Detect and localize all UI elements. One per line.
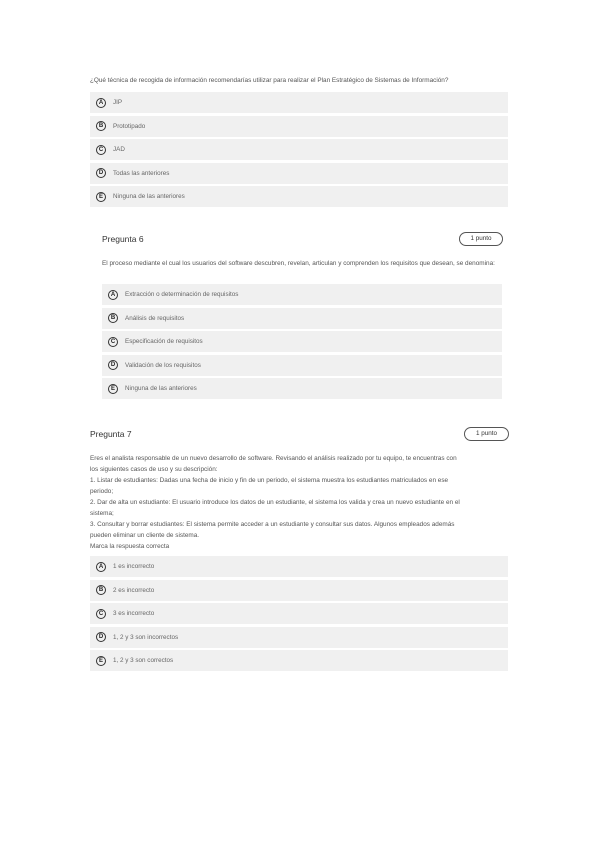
option-text: 1, 2 y 3 son incorrectos [113, 633, 179, 641]
question-7-option-b[interactable] [90, 580, 508, 601]
option-letter: C [96, 609, 106, 619]
option-letter: D [108, 360, 118, 370]
question-6-stem [102, 258, 500, 269]
question-5-option-e[interactable] [90, 186, 508, 207]
question-7-points-badge: 1 punto [464, 427, 509, 441]
question-7-option-c[interactable] [90, 603, 508, 624]
question-7-stem-line: Marca la respuesta correcta [90, 543, 170, 550]
question-7-stem-line: Eres el analista responsable de un nuevo desarrollo de software. Revisando el análisis realizado por tu equipo, te encuentras con [90, 455, 457, 462]
question-6-option-a[interactable] [102, 284, 502, 305]
option-text: JIP [113, 99, 123, 106]
option-letter: A [96, 562, 106, 572]
question-6-points-badge: 1 punto [459, 232, 503, 246]
option-text: 3 es incorrecto [113, 610, 155, 617]
question-5-options [90, 92, 508, 210]
question-7-stem-line: sistema; [90, 510, 114, 517]
question-6-stem-text: El proceso mediante el cual los usuarios del software descubren, revelan, articulan y comprenden los requisitos que desean, se denomina: [102, 260, 495, 267]
question-5-option-a[interactable] [90, 92, 508, 113]
option-text: Validación de los requisitos [125, 361, 201, 369]
question-7-stem-line: pueden eliminar un cliente de sistema. [90, 532, 200, 539]
question-5-option-d[interactable] [90, 163, 508, 184]
option-letter: A [108, 290, 118, 300]
option-letter: E [96, 656, 106, 666]
option-text: JAD [113, 146, 125, 153]
option-letter: B [108, 313, 118, 323]
option-text: Ninguna de las anteriores [113, 193, 185, 200]
question-6-option-d[interactable] [102, 355, 502, 376]
option-letter: C [96, 145, 106, 155]
question-6-option-b[interactable] [102, 308, 502, 329]
question-7-stem-line: los siguientes casos de uso y su descripción: [90, 466, 218, 473]
question-7-stem-line: 2. Dar de alta un estudiante: El usuario introduce los datos de un estudiante, el sistema los valida y crea un nuevo estudiante en el [90, 499, 460, 506]
question-6-title: Pregunta 6 [102, 234, 144, 244]
option-letter: E [96, 192, 106, 202]
question-7-option-d[interactable] [90, 627, 508, 648]
question-6-option-e[interactable] [102, 378, 502, 399]
option-text: 1 es incorrecto [113, 563, 155, 570]
question-5-option-b[interactable] [90, 116, 508, 137]
question-6-options [102, 284, 502, 402]
option-text: Ninguna de las anteriores [125, 385, 197, 392]
option-letter: D [96, 168, 106, 178]
question-5-option-c[interactable] [90, 139, 508, 160]
option-letter: E [108, 384, 118, 394]
option-letter: A [96, 98, 106, 108]
option-letter: B [96, 121, 106, 131]
question-7-stem-line: periodo; [90, 488, 114, 495]
question-5-stem-text: ¿Qué técnica de recogida de información recomendarías utilizar para realizar el Plan Estratégico de Sistemas de Información? [90, 77, 449, 84]
question-5-stem [90, 75, 510, 86]
option-text: Especificación de requisitos [125, 338, 203, 345]
question-6-option-c[interactable] [102, 331, 502, 352]
option-text: Análisis de requisitos [125, 314, 185, 322]
question-7-options [90, 556, 508, 674]
question-7-stem-line: 3. Consultar y borrar estudiantes: El sistema permite acceder a un estudiante y consultar sus datos. Algunos empleados además [90, 521, 455, 528]
question-7-stem-line: 1. Listar de estudiantes: Dadas una fecha de inicio y fin de un periodo, el sistema muestra los estudiantes matriculados en ese [90, 477, 449, 484]
option-letter: D [96, 632, 106, 642]
option-letter: B [96, 585, 106, 595]
option-text: Todas las anteriores [113, 169, 170, 177]
question-7-option-a[interactable] [90, 556, 508, 577]
option-text: 1, 2 y 3 son correctos [113, 657, 174, 664]
question-7-option-e[interactable] [90, 650, 508, 671]
option-text: 2 es incorrecto [113, 586, 155, 594]
option-text: Extracción o determinación de requisitos [125, 291, 239, 298]
question-7-stem [90, 453, 510, 552]
option-text: Prototipado [113, 122, 146, 130]
option-letter: C [108, 337, 118, 347]
question-7-title: Pregunta 7 [90, 429, 132, 439]
